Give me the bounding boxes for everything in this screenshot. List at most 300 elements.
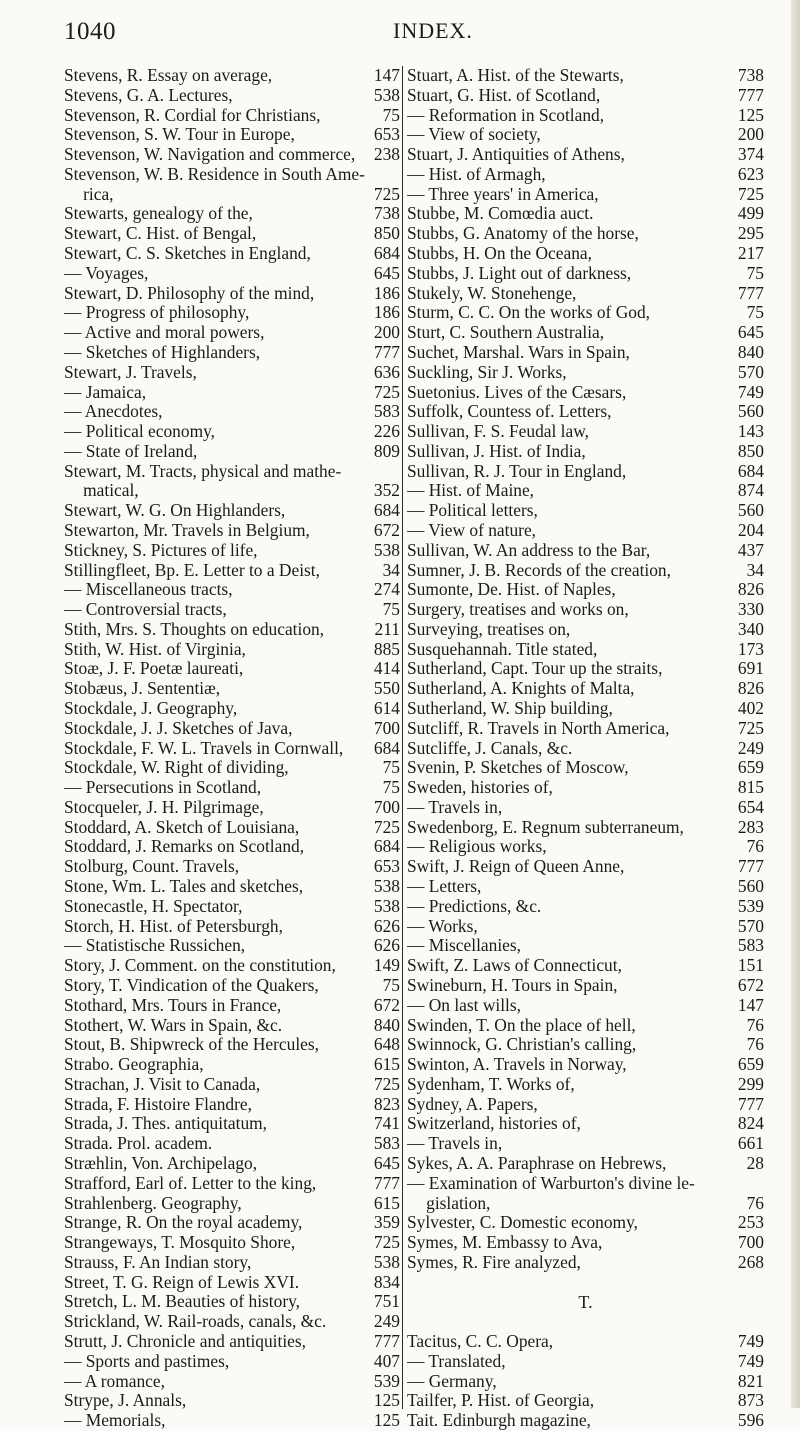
index-entry (407, 778, 764, 798)
index-entry (64, 521, 400, 541)
entry-page-number: 560 (737, 500, 764, 521)
index-entry (64, 442, 400, 462)
index-entry (64, 303, 400, 323)
entry-text: Story, J. Comment. on the constitution, (64, 956, 336, 976)
entry-page-number: 672 (737, 974, 764, 995)
entry-text: Stubbs, J. Light out of darkness, (407, 263, 632, 283)
entry-text: — On last wills, (407, 995, 522, 1015)
entry-page-number: 560 (737, 876, 764, 897)
index-entry (64, 798, 400, 818)
index-entry (407, 1174, 764, 1214)
entry-text: Stewart, M. Tracts, physical and mathe-matical, (64, 460, 342, 501)
entry-text: Tailfer, P. Hist. of Georgia, (407, 1391, 595, 1411)
entry-page-number: 725 (373, 183, 400, 204)
entry-text: Stewarts, genealogy of the, (64, 204, 253, 224)
entry-page-number: 626 (373, 915, 400, 936)
index-entry (64, 383, 400, 403)
entry-page-number: 614 (373, 698, 400, 718)
entry-page-number: 204 (737, 519, 764, 540)
entry-page-number: 653 (373, 124, 400, 145)
entry-text: — Sketches of Highlanders, (64, 342, 261, 362)
index-entry (407, 936, 764, 956)
entry-text: Svenin, P. Sketches of Moscow, (407, 758, 629, 778)
entry-text: — Political economy, (64, 422, 216, 442)
index-entry (64, 1391, 400, 1411)
index-entry (64, 956, 400, 976)
entry-text: — Miscellanies, (407, 936, 521, 956)
entry-text: — Jamaica, (64, 382, 147, 402)
index-entry (407, 185, 764, 205)
entry-page-number: 125 (373, 1410, 400, 1431)
entry-page-number: 725 (373, 1232, 400, 1253)
entry-page-number: 821 (737, 1370, 764, 1391)
entry-page-number: 583 (737, 935, 764, 956)
entry-text: Stubbs, H. On the Oceana, (407, 244, 592, 264)
entry-page-number: 824 (737, 1113, 764, 1134)
entry-text: — Germany, (407, 1371, 497, 1391)
entry-text: Strickland, W. Rail-roads, canals, &c. (64, 1312, 327, 1332)
index-entry (407, 1352, 764, 1372)
entry-text: Sutherland, Capt. Tour up the straits, (407, 659, 663, 679)
entry-page-number: 330 (737, 599, 764, 620)
entry-text: Swedenborg, E. Regnum subterraneum, (407, 817, 684, 837)
index-entry (64, 106, 400, 126)
index-entry (64, 284, 400, 304)
index-entry (407, 224, 764, 244)
index-entry (64, 1273, 400, 1293)
index-entry (407, 363, 764, 383)
index-entry (64, 1292, 400, 1312)
entry-page-number: 659 (737, 1054, 764, 1075)
entry-page-number: 826 (737, 678, 764, 699)
entry-page-number: 623 (737, 163, 764, 184)
index-entry (407, 86, 764, 106)
entry-page-number: 538 (373, 84, 400, 105)
entry-text: Stoddard, J. Remarks on Scotland, (64, 837, 305, 857)
index-entry (407, 1391, 764, 1411)
entry-page-number: 75 (382, 974, 400, 995)
index-entry (407, 521, 764, 541)
index-entry (407, 1016, 764, 1036)
index-entry (64, 659, 400, 679)
entry-page-number: 173 (737, 638, 764, 659)
entry-text: Sumner, J. B. Records of the creation, (407, 560, 671, 580)
entry-page-number: 75 (382, 757, 400, 778)
index-entry (64, 699, 400, 719)
entry-page-number: 850 (737, 440, 764, 461)
index-entry (407, 719, 764, 739)
entry-text: Stith, Mrs. S. Thoughts on education, (64, 619, 325, 639)
entry-page-number: 437 (737, 539, 764, 560)
index-entry (64, 837, 400, 857)
entry-page-number: 749 (737, 381, 764, 402)
index-entry (407, 204, 764, 224)
index-entry (64, 145, 400, 165)
entry-text: Sumonte, De. Hist. of Naples, (407, 580, 616, 600)
index-entry (407, 620, 764, 640)
entry-text: — Examination of Warburton's divine le-gislation, (407, 1172, 695, 1213)
entry-text: Sutcliffe, J. Canals, &c. (407, 738, 573, 758)
entry-page-number: 749 (737, 1330, 764, 1351)
entry-page-number: 28 (746, 1152, 764, 1173)
entry-text: Storch, H. Hist. of Petersburgh, (64, 916, 283, 936)
index-entry (407, 1075, 764, 1095)
index-entry (64, 462, 400, 502)
index-entry (407, 699, 764, 719)
index-entry (64, 719, 400, 739)
entry-text: Sutherland, W. Ship building, (407, 699, 613, 718)
index-entry (407, 541, 764, 561)
index-entry (407, 996, 764, 1016)
entry-text: Stukely, W. Stonehenge, (407, 283, 577, 303)
entry-page-number: 499 (737, 203, 764, 224)
index-entry (407, 264, 764, 284)
entry-page-number: 186 (373, 282, 400, 303)
index-entry (407, 917, 764, 937)
index-entry (407, 165, 764, 185)
entry-text: Story, T. Vindication of the Quakers, (64, 975, 319, 995)
index-entry (64, 86, 400, 106)
index-entry (407, 442, 764, 462)
entry-text: Sturt, C. Southern Australia, (407, 323, 605, 343)
entry-page-number: 648 (373, 1034, 400, 1055)
page-number: 1040 (64, 18, 116, 45)
entry-page-number: 725 (373, 1073, 400, 1094)
entry-text: Stubbs, G. Anatomy of the horse, (407, 224, 639, 244)
index-entry (64, 1352, 400, 1372)
index-entry (64, 640, 400, 660)
entry-text: Stothard, Mrs. Tours in France, (64, 995, 282, 1015)
index-entry (64, 165, 400, 205)
entry-text: — Hist. of Maine, (407, 481, 535, 501)
index-entry (64, 1194, 400, 1214)
index-entry (407, 758, 764, 778)
index-entry (407, 739, 764, 759)
entry-page-number: 725 (737, 717, 764, 738)
entry-text: — View of nature, (407, 520, 537, 540)
index-entry (407, 976, 764, 996)
entry-text: Strutt, J. Chronicle and antiquities, (64, 1332, 306, 1351)
index-entry (64, 857, 400, 877)
index-entry (64, 679, 400, 699)
index-entry (407, 818, 764, 838)
entry-text: Sullivan, F. S. Feudal law, (407, 422, 590, 442)
entry-text: Stoæ, J. F. Poetæ laureati, (64, 659, 244, 679)
entry-page-number: 249 (373, 1311, 400, 1332)
entry-text: — Anecdotes, (64, 402, 163, 422)
entry-page-number: 834 (373, 1271, 400, 1292)
entry-page-number: 75 (382, 599, 400, 620)
entry-text: Stevens, G. A. Lectures, (64, 85, 233, 105)
entry-page-number: 874 (737, 480, 764, 501)
index-entry (407, 1411, 764, 1431)
entry-page-number: 684 (373, 737, 400, 758)
entry-text: Stevenson, S. W. Tour in Europe, (64, 125, 295, 145)
index-entry (407, 857, 764, 877)
index-entry (407, 303, 764, 323)
entry-text: Surgery, treatises and works on, (407, 600, 629, 620)
entry-page-number: 407 (373, 1350, 400, 1371)
entry-page-number: 76 (746, 1014, 764, 1035)
index-entry (64, 818, 400, 838)
index-entry (64, 1213, 400, 1233)
index-entry (407, 600, 764, 620)
entry-text: — Translated, (407, 1351, 506, 1371)
entry-text: — Religious works, (407, 837, 547, 857)
entry-text: Stevenson, W. Navigation and commerce, (64, 145, 356, 165)
entry-page-number: 583 (373, 401, 400, 422)
entry-text: — Predictions, &c. (407, 896, 542, 916)
entry-text: Strange, R. On the royal academy, (64, 1213, 303, 1233)
page-header (0, 0, 800, 60)
entry-text: Stolburg, Count. Travels, (64, 857, 240, 877)
index-entry (64, 1114, 400, 1134)
index-entry (407, 679, 764, 699)
entry-page-number: 295 (737, 223, 764, 244)
entry-text: Stretch, L. M. Beauties of history, (64, 1292, 301, 1312)
running-head: INDEX. (393, 18, 473, 43)
index-entry (64, 204, 400, 224)
index-entry (64, 976, 400, 996)
index-entry (64, 778, 400, 798)
entry-page-number: 749 (737, 1350, 764, 1371)
index-entry (64, 1055, 400, 1075)
entry-text: Street, T. G. Reign of Lewis XVI. (64, 1272, 300, 1292)
index-entry (64, 1095, 400, 1115)
entry-page-number: 34 (746, 559, 764, 580)
index-entry (64, 363, 400, 383)
entry-page-number: 885 (373, 638, 400, 659)
entry-text: Strype, J. Annals, (64, 1391, 187, 1411)
entry-page-number: 538 (373, 539, 400, 560)
entry-text: Stockdale, F. W. L. Travels in Cornwall, (64, 738, 344, 758)
entry-page-number: 661 (737, 1133, 764, 1154)
index-entry (64, 244, 400, 264)
entry-text: — Persecutions in Scotland, (64, 778, 262, 798)
entry-page-number: 700 (373, 796, 400, 817)
entry-text: Swift, J. Reign of Queen Anne, (407, 857, 625, 877)
entry-text: Stone, Wm. L. Tales and sketches, (64, 877, 304, 897)
entry-page-number: 653 (373, 856, 400, 877)
index-entry (64, 264, 400, 284)
entry-text: — Reformation in Scotland, (407, 105, 605, 125)
index-entry (407, 1253, 764, 1273)
entry-text: Stout, B. Shipwreck of the Hercules, (64, 1035, 320, 1055)
entry-text: Stothert, W. Wars in Spain, &c. (64, 1015, 283, 1035)
entry-text: Sykes, A. A. Paraphrase on Hebrews, (407, 1153, 667, 1173)
entry-text: Stewart, W. G. On Highlanders, (64, 501, 286, 521)
index-entry (407, 897, 764, 917)
entry-page-number: 200 (373, 322, 400, 343)
entry-page-number: 738 (737, 65, 764, 85)
index-entry (64, 1016, 400, 1036)
entry-page-number: 777 (737, 84, 764, 105)
entry-text: Sutherland, A. Knights of Malta, (407, 679, 635, 699)
index-entry (407, 481, 764, 501)
entry-page-number: 147 (737, 994, 764, 1015)
entry-page-number: 268 (737, 1251, 764, 1272)
entry-text: Stræhlin, Von. Archipelago, (64, 1153, 258, 1173)
entry-page-number: 560 (737, 401, 764, 422)
entry-text: Switzerland, histories of, (407, 1114, 581, 1134)
entry-text: Stewarton, Mr. Travels in Belgium, (64, 520, 310, 540)
entry-text: Suchet, Marshal. Wars in Spain, (407, 342, 630, 362)
index-entry (64, 917, 400, 937)
entry-page-number: 570 (737, 361, 764, 382)
entry-page-number: 672 (373, 994, 400, 1015)
index-entry (64, 1332, 400, 1352)
entry-page-number: 539 (373, 1370, 400, 1391)
entry-page-number: 741 (373, 1113, 400, 1134)
entry-page-number: 751 (373, 1291, 400, 1312)
entry-text: Stewart, C. Hist. of Bengal, (64, 224, 257, 244)
entry-text: Suetonius. Lives of the Cæsars, (407, 382, 627, 402)
column-divider (402, 66, 403, 1409)
index-entry (64, 1312, 400, 1332)
entry-page-number: 654 (737, 796, 764, 817)
entry-page-number: 840 (737, 341, 764, 362)
entry-page-number: 283 (737, 816, 764, 837)
entry-text: Strafford, Earl of. Letter to the king, (64, 1173, 317, 1193)
entry-text: Sydenham, T. Works of, (407, 1074, 575, 1094)
entry-page-number: 125 (373, 1390, 400, 1411)
entry-page-number: 538 (373, 895, 400, 916)
index-entry (64, 125, 400, 145)
index-entry (407, 1055, 764, 1075)
entry-text: Symes, M. Embassy to Ava, (407, 1233, 603, 1253)
index-entry (407, 561, 764, 581)
entry-page-number: 75 (382, 104, 400, 125)
index-entry (64, 758, 400, 778)
entry-text: Sullivan, J. Hist. of India, (407, 441, 586, 461)
index-entry (64, 996, 400, 1016)
entry-text: Strada, F. Histoire Flandre, (64, 1094, 252, 1114)
entry-page-number: 583 (373, 1133, 400, 1154)
entry-page-number: 700 (737, 1232, 764, 1253)
index-entry (407, 1332, 764, 1352)
entry-text: Sturm, C. C. On the works of God, (407, 303, 650, 323)
index-entry (64, 224, 400, 244)
index-entry (64, 1253, 400, 1273)
index-entry (407, 1114, 764, 1134)
entry-text: Swinton, A. Travels in Norway, (407, 1055, 627, 1075)
entry-page-number: 274 (373, 579, 400, 600)
index-entry (407, 1134, 764, 1154)
entry-page-number: 402 (737, 698, 764, 718)
index-entry (64, 561, 400, 581)
entry-page-number: 626 (373, 935, 400, 956)
entry-text: Stuart, A. Hist. of the Stewarts, (407, 66, 624, 85)
index-entry (407, 462, 764, 482)
entry-page-number: 149 (373, 955, 400, 976)
entry-page-number: 725 (373, 381, 400, 402)
index-entry (64, 1174, 400, 1194)
entry-text: Stith, W. Hist. of Virginia, (64, 639, 246, 659)
entry-text: Stewart, C. S. Sketches in England, (64, 244, 311, 264)
entry-page-number: 76 (746, 836, 764, 857)
entry-text: — Progress of philosophy, (64, 303, 250, 323)
index-entry (407, 343, 764, 363)
entry-page-number: 777 (737, 282, 764, 303)
entry-page-number: 186 (373, 302, 400, 323)
entry-page-number: 777 (737, 856, 764, 877)
entry-text: Sydney, A. Papers, (407, 1094, 538, 1114)
entry-page-number: 538 (373, 1251, 400, 1272)
entry-text: — Miscellaneous tracts, (64, 580, 233, 600)
entry-text: — Political letters, (407, 501, 538, 521)
index-entry (64, 1075, 400, 1095)
entry-page-number: 570 (737, 915, 764, 936)
index-entry (64, 1372, 400, 1392)
index-entry (64, 323, 400, 343)
entry-page-number: 659 (737, 757, 764, 778)
index-entry (64, 541, 400, 561)
entry-page-number: 777 (737, 1093, 764, 1114)
entry-text: Strada, J. Thes. antiquitatum, (64, 1114, 268, 1134)
entry-page-number: 125 (737, 104, 764, 125)
entry-page-number: 76 (746, 1034, 764, 1055)
letter-heading: T. (578, 1291, 593, 1312)
entry-page-number: 684 (373, 500, 400, 521)
entry-page-number: 550 (373, 678, 400, 699)
entry-text: Stubbe, M. Comœdia auct. (407, 204, 594, 224)
entry-page-number: 725 (737, 183, 764, 204)
entry-text: Stevenson, R. Cordial for Christians, (64, 105, 321, 125)
entry-text: Strahlenberg. Geography, (64, 1193, 242, 1213)
entry-text: Stockdale, J. Geography, (64, 699, 238, 718)
entry-page-number: 840 (373, 1014, 400, 1035)
entry-page-number: 684 (373, 836, 400, 857)
index-entry (64, 402, 400, 422)
index-entry (407, 422, 764, 442)
entry-text: Tacitus, C. C. Opera, (407, 1331, 554, 1351)
entry-page-number: 143 (737, 421, 764, 442)
entry-page-number: 352 (373, 480, 400, 501)
entry-page-number: 414 (373, 658, 400, 679)
entry-page-number: 538 (373, 876, 400, 897)
index-entry (407, 125, 764, 145)
index-entry (64, 739, 400, 759)
index-entry (407, 956, 764, 976)
entry-text: — Active and moral powers, (64, 323, 265, 343)
entry-text: Strauss, F. An Indian story, (64, 1252, 252, 1272)
entry-text: — Sports and pastimes, (64, 1351, 230, 1371)
index-entry (64, 1411, 400, 1431)
entry-page-number: 211 (374, 618, 400, 639)
entry-text: Stewart, D. Philosophy of the mind, (64, 283, 315, 303)
entry-text: Sullivan, W. An address to the Bar, (407, 540, 651, 560)
entry-text: — Works, (407, 916, 478, 936)
entry-text: Stillingfleet, Bp. E. Letter to a Deist, (64, 560, 320, 580)
entry-text: Stoddard, A. Sketch of Louisiana, (64, 817, 300, 837)
entry-text: — Hist. of Armagh, (407, 164, 546, 184)
entry-page-number: 226 (373, 421, 400, 442)
index-entry (64, 936, 400, 956)
index-entry (64, 1233, 400, 1253)
entry-page-number: 76 (746, 1192, 764, 1213)
entry-page-number: 672 (373, 519, 400, 540)
entry-text: — Letters, (407, 877, 482, 897)
entry-text: Stickney, S. Pictures of life, (64, 540, 258, 560)
page-edge (791, 0, 800, 1408)
index-column-right (407, 66, 764, 1431)
index-entry (64, 66, 400, 86)
entry-text: Sullivan, R. J. Tour in England, (407, 461, 627, 481)
entry-text: Suckling, Sir J. Works, (407, 362, 567, 382)
entry-text: Swinden, T. On the place of hell, (407, 1015, 636, 1035)
index-entry (64, 422, 400, 442)
entry-text: — Statistische Russichen, (64, 936, 246, 956)
